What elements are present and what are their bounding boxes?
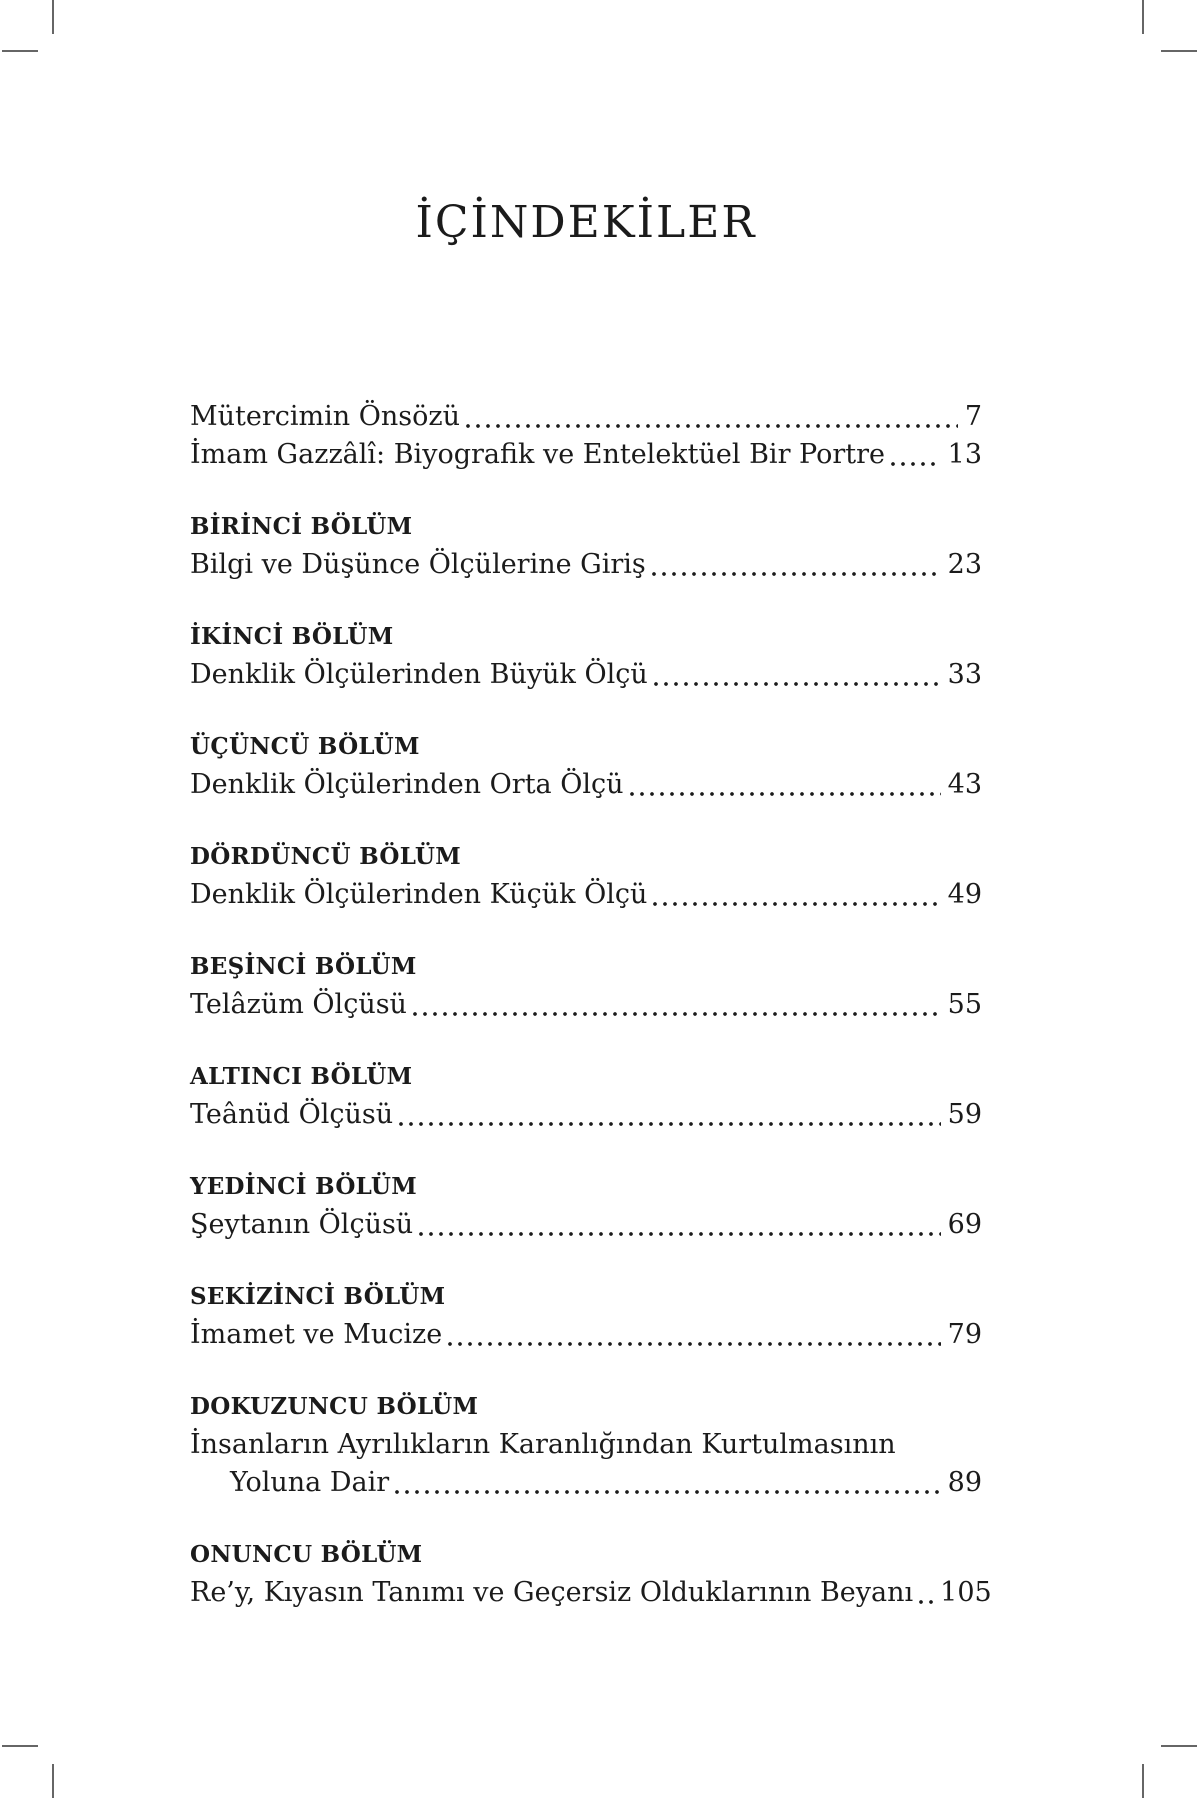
toc-entry: [190, 876, 982, 914]
dot-leader: [919, 1600, 933, 1604]
toc-entry: [190, 1206, 982, 1244]
entry-label: İmamet ve Mucize: [190, 1319, 443, 1350]
chapter-heading: YEDİNCİ BÖLÜM: [190, 1173, 417, 1200]
front-matter-entries: [190, 398, 982, 474]
toc-chapter: [190, 1168, 982, 1244]
crop-mark-top-right-horizontal: [1161, 50, 1197, 52]
toc-entry: [190, 1574, 992, 1612]
dot-leader: [653, 902, 940, 906]
chapter-heading: DOKUZUNCU BÖLÜM: [190, 1393, 479, 1420]
entry-page-number: 105: [940, 1577, 992, 1608]
entry-label: Bilgi ve Düşünce Ölçülerine Giriş: [190, 549, 646, 580]
toc-entry: [190, 436, 982, 474]
crop-mark-top-right-vertical: [1142, 0, 1144, 34]
chapter-heading: SEKİZİNCİ BÖLÜM: [190, 1283, 446, 1310]
entry-label: Denklik Ölçülerinden Büyük Ölçü: [190, 659, 648, 690]
dot-leader: [395, 1490, 941, 1494]
crop-mark-bottom-right-vertical: [1142, 1764, 1144, 1798]
toc-chapter: [190, 1058, 982, 1134]
toc-entry: [190, 1464, 982, 1502]
chapter-heading: BİRİNCİ BÖLÜM: [190, 513, 413, 540]
entry-label: Re’y, Kıyasın Tanımı ve Geçersiz Olduklarının Beyanı: [190, 1577, 914, 1608]
entry-page-number: 79: [947, 1319, 982, 1350]
dot-leader: [630, 792, 941, 796]
entry-label: İmam Gazzâlî: Biyografik ve Entelektüel Bir Portre: [190, 439, 886, 470]
toc-content: [190, 0, 992, 1612]
entry-page-number: 23: [947, 549, 982, 580]
crop-mark-top-left-horizontal: [2, 50, 38, 52]
entry-label: Şeytanın Ölçüsü: [190, 1209, 414, 1240]
crop-mark-bottom-left-horizontal: [2, 1745, 38, 1747]
entry-page-number: 43: [947, 769, 982, 800]
chapter-heading: BEŞİNCİ BÖLÜM: [190, 953, 417, 980]
entry-page-number: 69: [947, 1209, 982, 1240]
chapter-heading: ALTINCI BÖLÜM: [190, 1063, 413, 1090]
toc-entry: [190, 546, 982, 584]
entry-page-number: 55: [947, 989, 982, 1020]
toc-entry: [190, 398, 982, 436]
entry-page-number: 59: [947, 1099, 982, 1130]
dot-leader: [652, 572, 941, 576]
toc-chapter: [190, 618, 982, 694]
dot-leader: [399, 1122, 940, 1126]
entry-page-number: 7: [964, 401, 982, 432]
entry-label-line2: Yoluna Dair: [230, 1467, 390, 1498]
dot-leader: [466, 424, 958, 428]
dot-leader: [654, 682, 941, 686]
chapter-heading: ONUNCU BÖLÜM: [190, 1541, 423, 1568]
entry-label: Denklik Ölçülerinden Küçük Ölçü: [190, 879, 648, 910]
toc-entry: [190, 1096, 982, 1134]
toc-chapter: [190, 728, 982, 804]
chapter-heading: İKİNCİ BÖLÜM: [190, 623, 394, 650]
entry-label: Denklik Ölçülerinden Orta Ölçü: [190, 769, 624, 800]
toc-entry: [190, 766, 982, 804]
dot-leader: [419, 1232, 940, 1236]
dot-leader: [413, 1012, 941, 1016]
toc-entry: [190, 986, 982, 1024]
entry-page-number: 89: [947, 1467, 982, 1498]
toc-chapter: [190, 838, 982, 914]
entry-page-number: 33: [947, 659, 982, 690]
entry-label: Telâzüm Ölçüsü: [190, 989, 407, 1020]
crop-mark-bottom-left-vertical: [52, 1764, 54, 1798]
entry-label: Teânüd Ölçüsü: [190, 1099, 394, 1130]
dot-leader: [891, 462, 941, 466]
chapter-heading: DÖRDÜNCÜ BÖLÜM: [190, 843, 462, 870]
dot-leader: [448, 1342, 940, 1346]
crop-mark-top-left-vertical: [52, 0, 54, 34]
toc-chapter: [190, 508, 982, 584]
toc-chapter: [190, 1388, 982, 1502]
toc-entry: [190, 656, 982, 694]
toc-chapter: [190, 1278, 982, 1354]
entry-page-number: 13: [947, 439, 982, 470]
entry-label-line1: İnsanların Ayrılıkların Karanlığından Kurtulmasının: [190, 1429, 896, 1460]
toc-chapter: [190, 948, 982, 1024]
page-title: İÇİNDEKİLER: [415, 197, 757, 248]
toc-chapter: [190, 1536, 992, 1612]
chapter-heading: ÜÇÜNCÜ BÖLÜM: [190, 733, 420, 760]
toc-entry: [190, 1316, 982, 1354]
crop-mark-bottom-right-horizontal: [1161, 1745, 1197, 1747]
entry-page-number: 49: [947, 879, 982, 910]
entry-label: Mütercimin Önsözü: [190, 401, 460, 432]
